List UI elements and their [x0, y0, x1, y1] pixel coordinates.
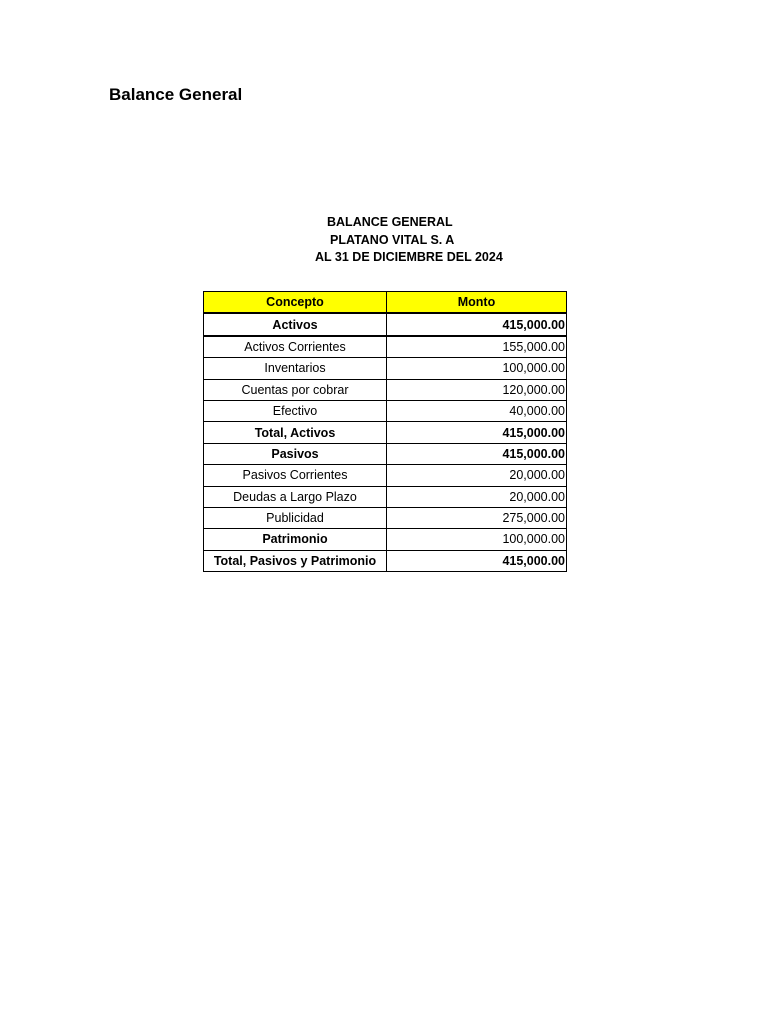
balance-table — [203, 291, 567, 572]
row-concept: Pasivos Corrientes — [204, 465, 387, 486]
row-concept: Pasivos — [204, 443, 387, 464]
report-header — [203, 214, 603, 267]
row-concept: Total, Activos — [204, 422, 387, 443]
table-row — [204, 358, 567, 379]
table-row — [204, 422, 567, 443]
row-amount: 20,000.00 — [387, 486, 567, 507]
row-amount: 415,000.00 — [387, 422, 567, 443]
row-concept: Efectivo — [204, 400, 387, 421]
row-amount: 275,000.00 — [387, 507, 567, 528]
row-amount: 120,000.00 — [387, 379, 567, 400]
row-amount: 20,000.00 — [387, 465, 567, 486]
column-header-concept: Concepto — [204, 292, 387, 314]
row-amount: 415,000.00 — [387, 443, 567, 464]
table-row — [204, 465, 567, 486]
table-row — [204, 400, 567, 421]
table-row — [204, 529, 567, 550]
table-row — [204, 507, 567, 528]
row-concept: Activos Corrientes — [204, 336, 387, 358]
table-row — [204, 486, 567, 507]
row-amount: 100,000.00 — [387, 358, 567, 379]
row-concept: Deudas a Largo Plazo — [204, 486, 387, 507]
table-row — [204, 313, 567, 335]
row-concept: Total, Pasivos y Patrimonio — [204, 550, 387, 571]
row-concept: Activos — [204, 313, 387, 335]
report-date: AL 31 DE DICIEMBRE DEL 2024 — [315, 250, 503, 264]
row-amount: 40,000.00 — [387, 400, 567, 421]
report-heading: BALANCE GENERAL — [327, 215, 453, 229]
row-amount: 415,000.00 — [387, 313, 567, 335]
column-header-amount: Monto — [387, 292, 567, 314]
table-row — [204, 443, 567, 464]
row-amount: 100,000.00 — [387, 529, 567, 550]
table-row — [204, 336, 567, 358]
row-concept: Patrimonio — [204, 529, 387, 550]
row-concept: Cuentas por cobrar — [204, 379, 387, 400]
row-amount: 155,000.00 — [387, 336, 567, 358]
row-concept: Publicidad — [204, 507, 387, 528]
table-header-row — [204, 292, 567, 314]
row-concept: Inventarios — [204, 358, 387, 379]
table-row — [204, 550, 567, 571]
document-title: Balance General — [109, 85, 243, 104]
table-row — [204, 379, 567, 400]
row-amount: 415,000.00 — [387, 550, 567, 571]
company-name: PLATANO VITAL S. A — [330, 232, 455, 247]
